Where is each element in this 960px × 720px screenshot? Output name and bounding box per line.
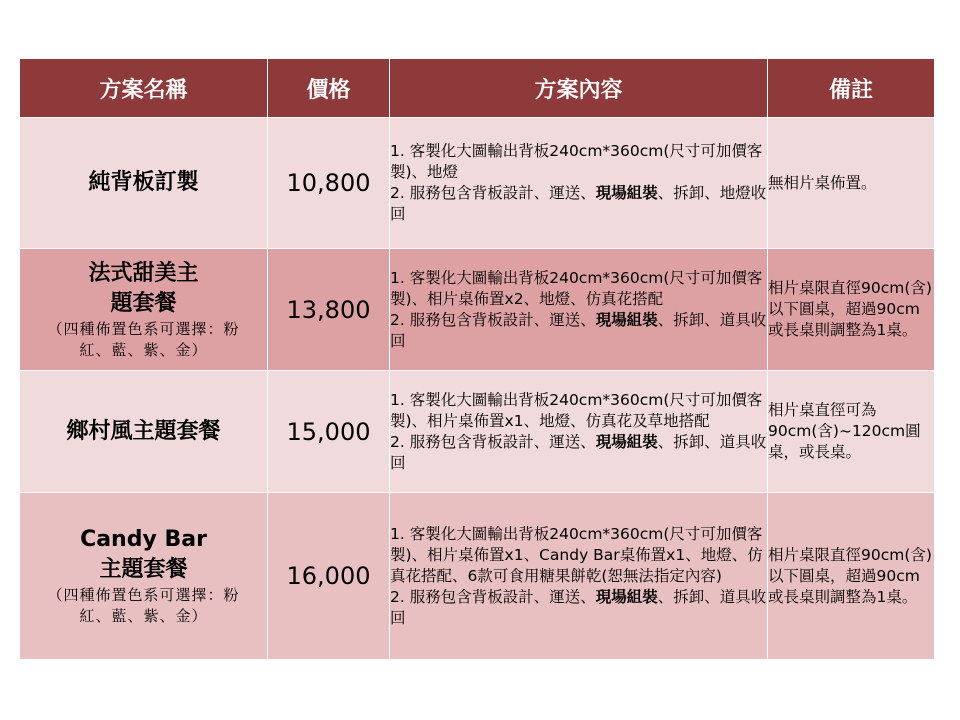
table-row — [20, 371, 935, 493]
content-item-2: 2. 服務包含背板設計、運送、現場組裝、拆卸、道具收回 — [390, 310, 767, 350]
plan-price: 15,000 — [268, 371, 390, 493]
content-item-1: 1. 客製化大圖輸出背板240cm*360cm(尺寸可加價客製)、相片桌佈置x1、Candy Bar桌佈置x1、地燈、仿真花搭配、6款可食用糖果餅乾(恕無法指定內容) — [390, 524, 763, 585]
plan-note: 無相片桌佈置。 — [768, 118, 935, 249]
plan-content-cell — [390, 371, 768, 493]
plan-content-cell — [390, 493, 768, 660]
plan-name-cell — [20, 118, 268, 249]
content-item-2: 2. 服務包含背板設計、運送、現場組裝、拆卸、道具收回 — [390, 587, 767, 627]
table-row — [20, 118, 935, 249]
plan-name-cell — [20, 493, 268, 660]
plan-price: 10,800 — [268, 118, 390, 249]
content-item-1: 1. 客製化大圖輸出背板240cm*360cm(尺寸可加價客製)、地燈 — [390, 142, 763, 181]
plan-name: Candy Bar 主題套餐 — [80, 527, 207, 582]
plan-note: 相片桌直徑可為90cm(含)~120cm圓桌，或長桌。 — [768, 371, 935, 493]
plan-name-cell — [20, 371, 268, 493]
content-item-2: 2. 服務包含背板設計、運送、現場組裝、拆卸、地燈收回 — [390, 184, 767, 223]
header-price: 價格 — [268, 59, 390, 118]
plan-price: 16,000 — [268, 493, 390, 660]
plan-subtitle: （四種佈置色系可選擇：粉紅、藍、紫、金） — [47, 586, 240, 625]
header-plan-content: 方案內容 — [390, 59, 768, 118]
plan-name: 鄉村風主題套餐 — [66, 418, 221, 444]
plan-note: 相片桌限直徑90cm(含)以下圓桌，超過90cm或長桌則調整為1桌。 — [768, 493, 935, 660]
table-row — [20, 493, 935, 660]
plan-name: 法式甜美主題套餐 — [88, 260, 199, 316]
table-row — [20, 249, 935, 371]
plan-name-cell — [20, 249, 268, 371]
content-item-1: 1. 客製化大圖輸出背板240cm*360cm(尺寸可加價客製)、相片桌佈置x2、地燈、仿真花搭配 — [390, 268, 763, 308]
header-remarks: 備註 — [768, 59, 935, 118]
plan-content-cell — [390, 118, 768, 249]
pricing-table — [19, 58, 935, 660]
plan-price: 13,800 — [268, 249, 390, 371]
content-item-1: 1. 客製化大圖輸出背板240cm*360cm(尺寸可加價客製)、相片桌佈置x1、地燈、仿真花及草地搭配 — [390, 390, 763, 430]
plan-note: 相片桌限直徑90cm(含)以下圓桌，超過90cm或長桌則調整為1桌。 — [768, 249, 935, 371]
content-item-2: 2. 服務包含背板設計、運送、現場組裝、拆卸、道具收回 — [390, 432, 767, 472]
header-row — [20, 59, 935, 118]
header-plan-name: 方案名稱 — [20, 59, 268, 118]
plan-name: 純背板訂製 — [88, 170, 199, 195]
plan-content-cell — [390, 249, 768, 371]
plan-subtitle: （四種佈置色系可選擇：粉紅、藍、紫、金） — [47, 319, 240, 359]
